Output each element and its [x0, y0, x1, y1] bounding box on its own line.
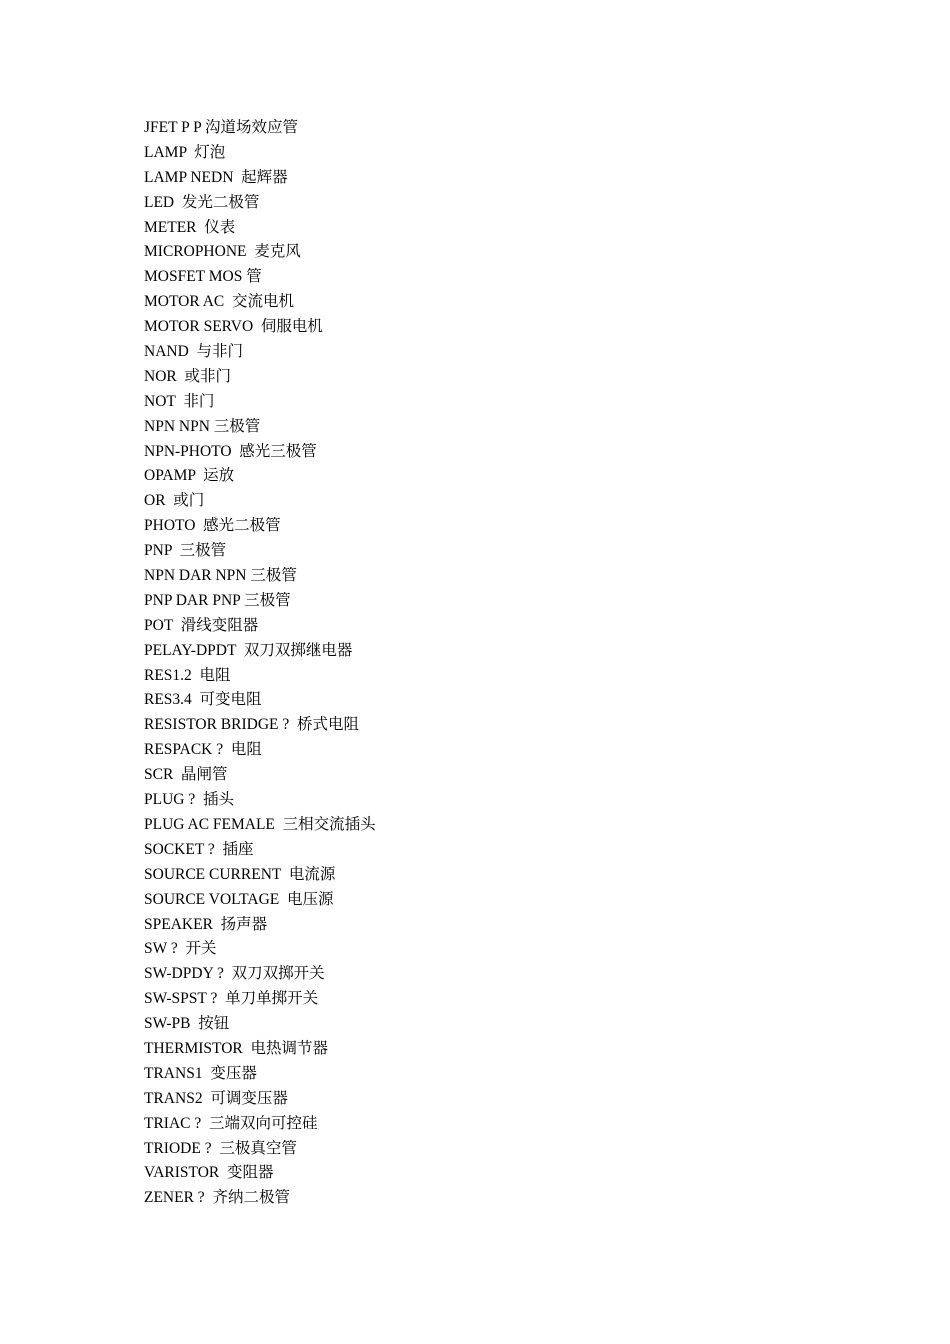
term-line: MOSFET MOS 管: [144, 268, 262, 286]
term-line: ZENER ? 齐纳二极管: [144, 1189, 290, 1207]
term-line: TRANS1 变压器: [144, 1064, 257, 1082]
term-line: MOTOR AC 交流电机: [144, 293, 294, 311]
term-line: PNP DAR PNP 三极管: [144, 591, 291, 609]
term-line: RES1.2 电阻: [144, 666, 231, 684]
term-line: TRIODE ? 三极真空管: [144, 1139, 297, 1157]
term-line: MICROPHONE 麦克风: [144, 243, 301, 261]
term-line: THERMISTOR 电热调节器: [144, 1039, 329, 1057]
term-line: SOURCE CURRENT 电流源: [144, 865, 336, 883]
term-line: NOR 或非门: [144, 367, 231, 385]
term-line: SW ? 开关: [144, 940, 217, 958]
term-line: MOTOR SERVO 伺服电机: [144, 318, 323, 336]
term-line: SOCKET ? 插座: [144, 840, 254, 858]
term-line: NOT 非门: [144, 392, 215, 410]
term-line: PLUG AC FEMALE 三相交流插头: [144, 815, 376, 833]
term-line: SPEAKER 扬声器: [144, 915, 268, 933]
term-line: PLUG ? 插头: [144, 791, 234, 809]
term-line: LAMP NEDN 起辉器: [144, 168, 288, 186]
term-line: TRIAC ? 三端双向可控硅: [144, 1114, 318, 1132]
term-line: PNP 三极管: [144, 542, 227, 560]
term-line: LED 发光二极管: [144, 193, 260, 211]
term-line: SCR 晶闸管: [144, 766, 228, 784]
term-line: PHOTO 感光二极管: [144, 517, 281, 535]
term-line: SW-DPDY ? 双刀双掷开关: [144, 965, 325, 983]
term-line: OR 或门: [144, 492, 205, 510]
term-line: RES3.4 可变电阻: [144, 691, 262, 709]
term-line: SOURCE VOLTAGE 电压源: [144, 890, 334, 908]
term-line: PELAY-DPDT 双刀双掷继电器: [144, 641, 353, 659]
term-line: POT 滑线变阻器: [144, 616, 259, 634]
term-line: OPAMP 运放: [144, 467, 235, 485]
term-line: RESISTOR BRIDGE ? 桥式电阻: [144, 716, 360, 734]
term-line: METER 仪表: [144, 218, 236, 236]
term-line: SW-PB 按钮: [144, 1015, 230, 1033]
term-line: LAMP 灯泡: [144, 143, 226, 161]
term-line: NPN-PHOTO 感光三极管: [144, 442, 317, 460]
term-line: SW-SPST ? 单刀单掷开关: [144, 990, 319, 1008]
term-line: TRANS2 可调变压器: [144, 1089, 288, 1107]
term-line: NPN NPN 三极管: [144, 417, 261, 435]
term-line: JFET P P 沟道场效应管: [144, 119, 299, 136]
term-line: RESPACK ? 电阻: [144, 741, 262, 759]
term-line: NPN DAR NPN 三极管: [144, 567, 297, 585]
term-line: VARISTOR 变阻器: [144, 1164, 274, 1182]
term-line: NAND 与非门: [144, 343, 244, 361]
component-term-list: [144, 116, 376, 1211]
